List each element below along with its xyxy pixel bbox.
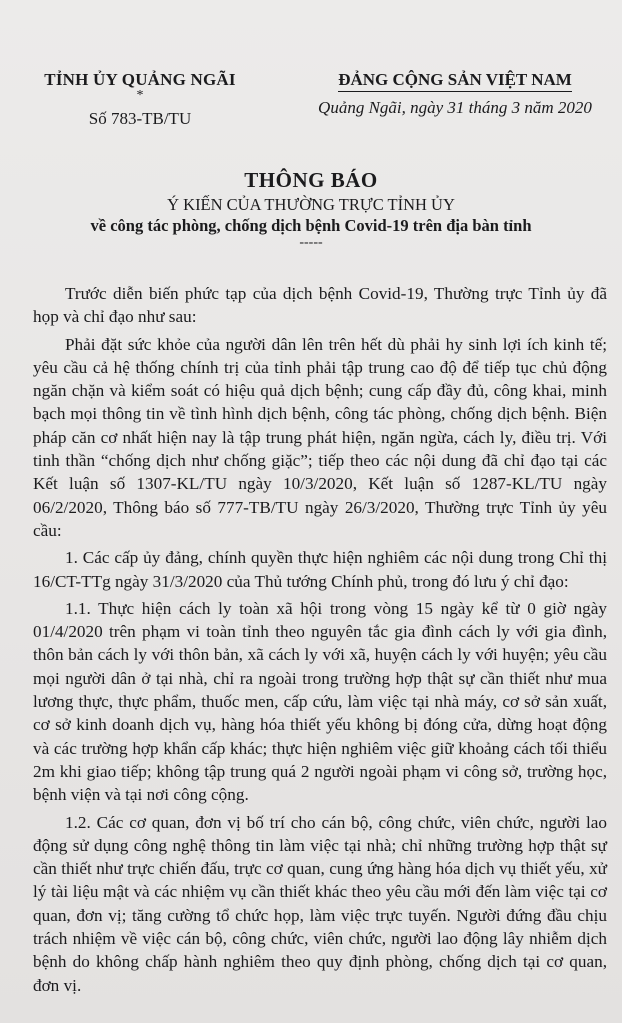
party-name: ĐẢNG CỘNG SẢN VIỆT NAM [338, 70, 572, 92]
document-title: THÔNG BÁO [244, 168, 378, 192]
document-titles [0, 168, 622, 250]
document-subject: về công tác phòng, chống dịch bệnh Covid-19 trên địa bàn tỉnh [90, 216, 532, 235]
paragraph-item-1: 1. Các cấp ủy đảng, chính quyền thực hiện nghiêm các nội dung trong Chỉ thị 16/CT-TTg ngày 31/3/2020 của Thủ tướng Chính phủ, trong đó lưu ý chỉ đạo: [33, 548, 607, 591]
document-number: Số 783-TB/TU [88, 109, 192, 128]
paragraph-directive: Phải đặt sức khỏe của người dân lên trên hết dù phải hy sinh lợi ích kinh tế; yêu cầu cả hệ thống chính trị của tỉnh phải tập trung cao độ để tiếp tục chủ động ngăn chặn và kiểm soát có hiệu quả dịch bệnh; cung cấp đầy đủ, công khai, minh bạch mọi thông tin về tình hình dịch bệnh, công tác phòng, chống dịch bệnh. Biện pháp căn cơ nhất hiện nay là tập trung phát hiện, ngăn ngừa, cách ly, điều trị. Với tinh thần “chống dịch như chống giặc”; tiếp theo các nội dung đã chỉ đạo tại các Kết luận số 1307-KL/TU ngày 10/3/2020, Kết luận số 1287-KL/TU ngày 06/2/2020, Thông báo số 777-TB/TU ngày 26/3/2020, Thường trực Tỉnh ủy yêu cầu: [33, 334, 607, 540]
paragraph-item-1-2: 1.2. Các cơ quan, đơn vị bố trí cho cán bộ, công chức, viên chức, người lao động sử dụng công nghệ thông tin làm việc tại nhà; chỉ những trường hợp thật sự cần thiết như trực chiến đấu, trực cơ quan, cung ứng hàng hóa dịch vụ thiết yếu, xử lý tài liệu mật và các nhiệm vụ cần thiết khác theo yêu cầu mới đến làm việc tại cơ quan, đơn vị; tăng cường tổ chức họp, làm việc trực tuyến. Người đứng đầu chịu trách nhiệm về việc cán bộ, công chức, viên chức, người lao động lây nhiễm dịch bệnh do không chấp hành nghiêm theo quy định phòng, chống dịch tại cơ quan, đơn vị. [33, 812, 607, 995]
org-name: TỈNH ỦY QUẢNG NGÃI [44, 70, 236, 89]
document-header [0, 70, 622, 140]
star-mark: * [136, 88, 144, 103]
paragraph-item-1-1: 1.1. Thực hiện cách ly toàn xã hội trong vòng 15 ngày kể từ 0 giờ ngày 01/4/2020 trên phạm vi toàn tỉnh theo nguyên tắc gia đình cách ly với gia đình, thôn bản cách ly với thôn bản, xã cách ly với xã, huyện cách ly với huyện; yêu cầu mọi người dân ở tại nhà, chỉ ra ngoài trong trường hợp thật sự cần thiết như mua lương thực, thực phẩm, thuốc men, cấp cứu, làm việc tại nhà máy, cơ sở sản xuất, cơ sở kinh doanh dịch vụ, hàng hóa thiết yếu không bị đóng cửa, dừng hoạt động và các trường hợp khẩn cấp khác; thực hiện nghiêm việc giữ khoảng cách tối thiểu 2m khi giao tiếp; không tập trung quá 2 người ngoài phạm vi công sở, trường học, bệnh viện và tại nơi công cộng. [33, 598, 607, 805]
place-date: Quảng Ngãi, ngày 31 tháng 3 năm 2020 [318, 98, 592, 117]
document-body [33, 282, 607, 1001]
paragraph-intro: Trước diễn biến phức tạp của dịch bệnh Covid-19, Thường trực Tỉnh ủy đã họp và chỉ đạo như sau: [33, 284, 607, 327]
title-divider: ----- [299, 235, 323, 250]
document-subtitle: Ý KIẾN CỦA THƯỜNG TRỰC TỈNH ỦY [167, 195, 455, 214]
party-block [305, 70, 605, 118]
issuer-block [40, 70, 240, 129]
